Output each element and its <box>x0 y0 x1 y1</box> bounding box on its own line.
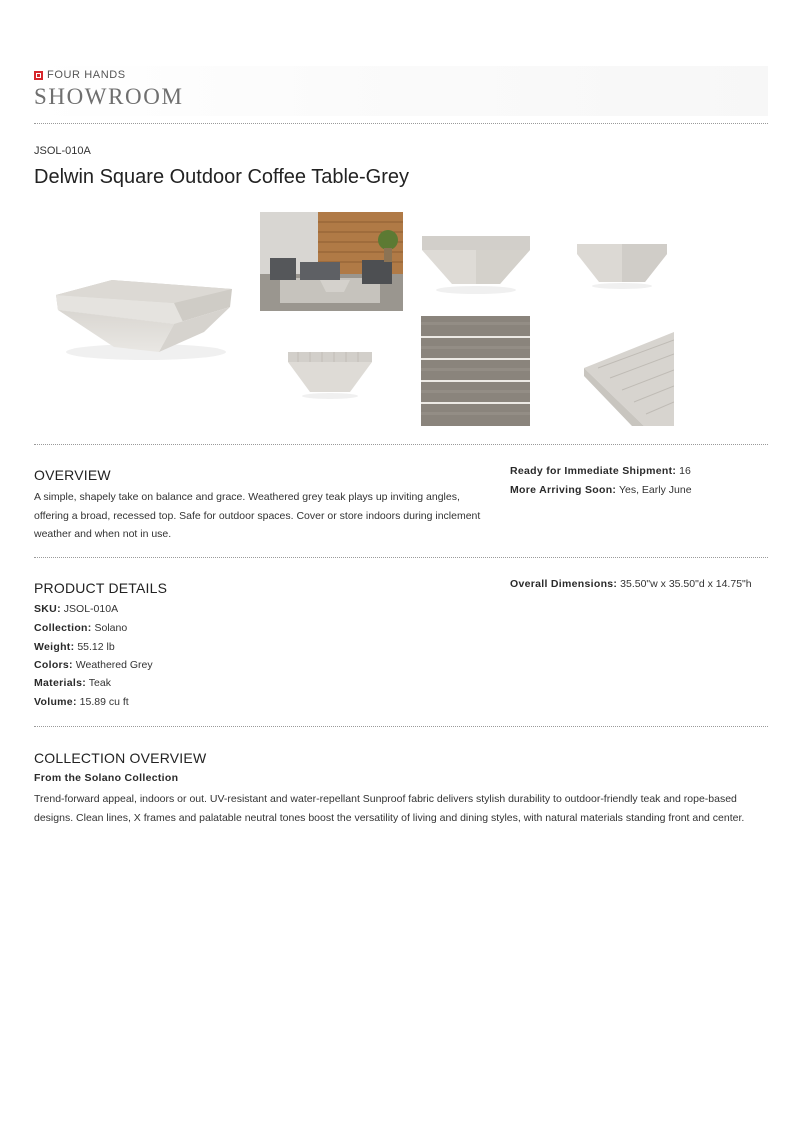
ready-shipment-value: 16 <box>679 465 691 477</box>
dimensions-value: 35.50"w x 35.50"d x 14.75"h <box>620 578 752 590</box>
overall-dimensions <box>510 578 752 590</box>
brand-company-name: FOUR HANDS <box>47 69 126 81</box>
detail-colors <box>34 659 153 671</box>
main-product-image[interactable] <box>34 212 254 426</box>
table-low-angle-illustration <box>575 238 669 290</box>
detail-label: Colors: <box>34 659 73 671</box>
corner-detail-image[interactable] <box>584 332 674 426</box>
detail-sku <box>34 603 118 615</box>
arriving-soon-label: More Arriving Soon: <box>510 484 617 496</box>
collection-subheading <box>34 772 178 784</box>
arriving-soon <box>510 484 692 496</box>
overview-heading: OVERVIEW <box>34 467 111 483</box>
divider <box>34 557 768 558</box>
lifestyle-patio-image[interactable] <box>260 212 403 311</box>
product-low-angle-image[interactable] <box>575 238 669 290</box>
detail-value: 55.12 lb <box>77 641 115 653</box>
overview-text: A simple, shapely take on balance and grace. Weathered grey teak plays up inviting angles, offering a broad, recessed top. Safe for outdoor spaces. Cover or store indoors during inclement weather and when not in use. <box>34 491 481 540</box>
product-front-view-image[interactable] <box>420 228 532 298</box>
detail-collection <box>34 622 127 634</box>
detail-label: Collection: <box>34 622 92 634</box>
product-title: Delwin Square Outdoor Coffee Table-Grey <box>34 166 410 188</box>
detail-volume <box>34 696 129 708</box>
ready-shipment <box>510 465 691 477</box>
details-heading: PRODUCT DETAILS <box>34 580 168 596</box>
detail-weight <box>34 641 115 653</box>
teak-slats-illustration <box>421 316 530 426</box>
corner-illustration <box>584 332 674 426</box>
product-side-view-image[interactable] <box>286 348 374 400</box>
brand-logo <box>34 69 126 81</box>
detail-label: Materials: <box>34 677 87 689</box>
detail-value: 15.89 cu ft <box>79 696 129 708</box>
divider <box>34 444 768 445</box>
detail-materials <box>34 677 111 689</box>
divider <box>34 123 768 124</box>
detail-value: Solano <box>94 622 128 634</box>
detail-label: SKU: <box>34 603 61 615</box>
product-sku: JSOL-010A <box>34 145 91 157</box>
divider <box>34 726 768 727</box>
table-illustration <box>34 212 254 426</box>
collection-subheading-text: From the Solano Collection <box>34 772 179 784</box>
patio-scene <box>260 212 403 311</box>
detail-label: Weight: <box>34 641 75 653</box>
ready-shipment-label: Ready for Immediate Shipment: <box>510 465 677 477</box>
dimensions-label: Overall Dimensions: <box>510 578 618 590</box>
detail-label: Volume: <box>34 696 77 708</box>
table-front-illustration <box>420 228 532 298</box>
teak-top-detail-image[interactable] <box>421 316 530 426</box>
brand-subtitle: SHOWROOM <box>34 84 184 109</box>
detail-value: Weathered Grey <box>75 659 153 671</box>
collection-heading: COLLECTION OVERVIEW <box>34 750 207 766</box>
arriving-soon-value: Yes, Early June <box>618 484 692 496</box>
table-side-illustration <box>286 348 374 400</box>
showroom-header <box>34 66 768 116</box>
brand-square-icon <box>34 71 43 80</box>
detail-value: Teak <box>88 677 111 689</box>
collection-text: Trend-forward appeal, indoors or out. UV-resistant and water-repellant Sunproof fabric delivers stylish durability to outdoor-friendly teak and rope-based designs. Clean lines, X frames and palatable neutral tones boost the versatility of living and dining styles, with natural materials standing front and center. <box>34 793 745 824</box>
detail-value: JSOL-010A <box>63 603 119 615</box>
